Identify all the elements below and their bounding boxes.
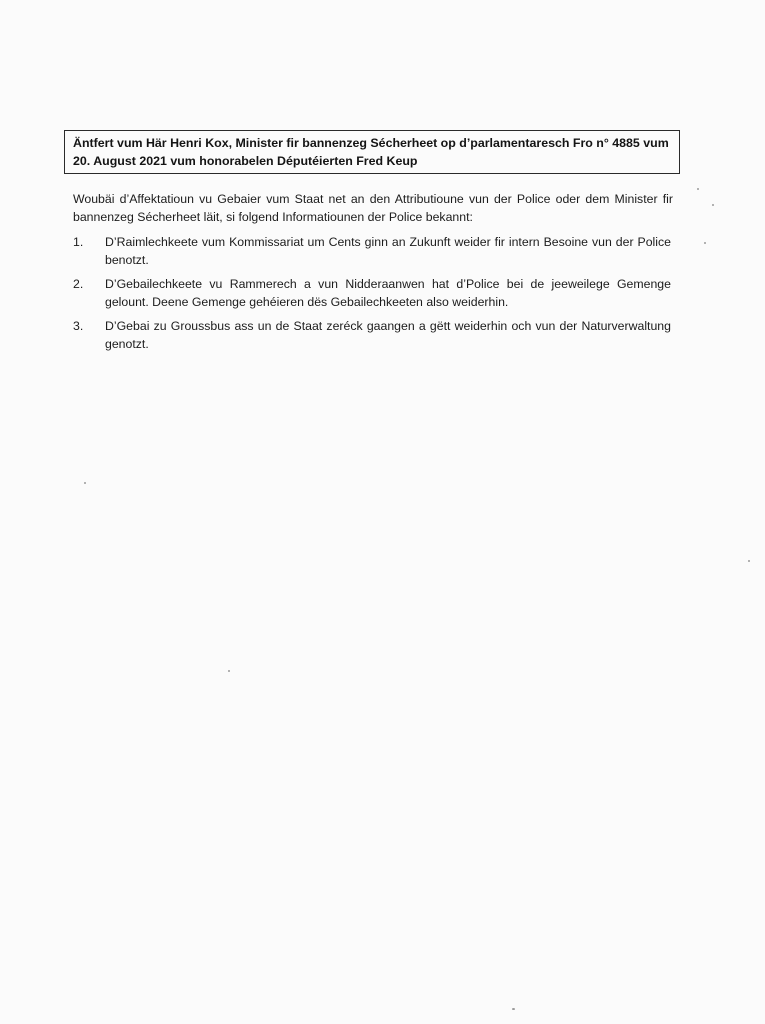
intro-paragraph: Woubäi d’Affektatioun vu Gebaier vum Staat net an den Attributioune vun der Police oder dem Minister fir bannenzeg Sécherheet läit, si folgend Informatiounen der Police bekannt: — [73, 192, 673, 224]
list-item-text: D’Gebai zu Groussbus ass un de Staat zeréck gaangen a gëtt weiderhin och vun der Naturverwaltung genotzt. — [105, 319, 671, 351]
list-item-number: 2. — [73, 277, 84, 291]
list-item-text: D’Gebailechkeete vu Rammerech a vun Nidderaanwen hat d’Police bei de jeeweilege Gemenge gelount. Deene Gemenge gehéieren dës Gebailechkeeten also weiderhin. — [105, 277, 671, 309]
scan-speck — [84, 482, 86, 484]
scan-speck — [228, 670, 230, 672]
scan-speck — [704, 242, 706, 244]
scan-speck — [712, 204, 714, 206]
list-item-number: 3. — [73, 319, 84, 333]
scan-speck — [748, 560, 750, 562]
scan-speck — [697, 188, 699, 190]
scan-speck — [512, 1008, 515, 1010]
list-item-text: D’Raimlechkeete vum Kommissariat um Cents ginn an Zukunft weider fir intern Besoine vun der Police benotzt. — [105, 235, 671, 267]
document-title-box — [64, 130, 680, 174]
document-title: Äntfert vum Här Henri Kox, Minister fir bannenzeg Sécherheet op d’parlamentaresch Fro n° 4885 vum 20. August 2021 vum honorabelen Députéierten Fred Keup — [73, 136, 669, 168]
list-item-number: 1. — [73, 235, 84, 249]
